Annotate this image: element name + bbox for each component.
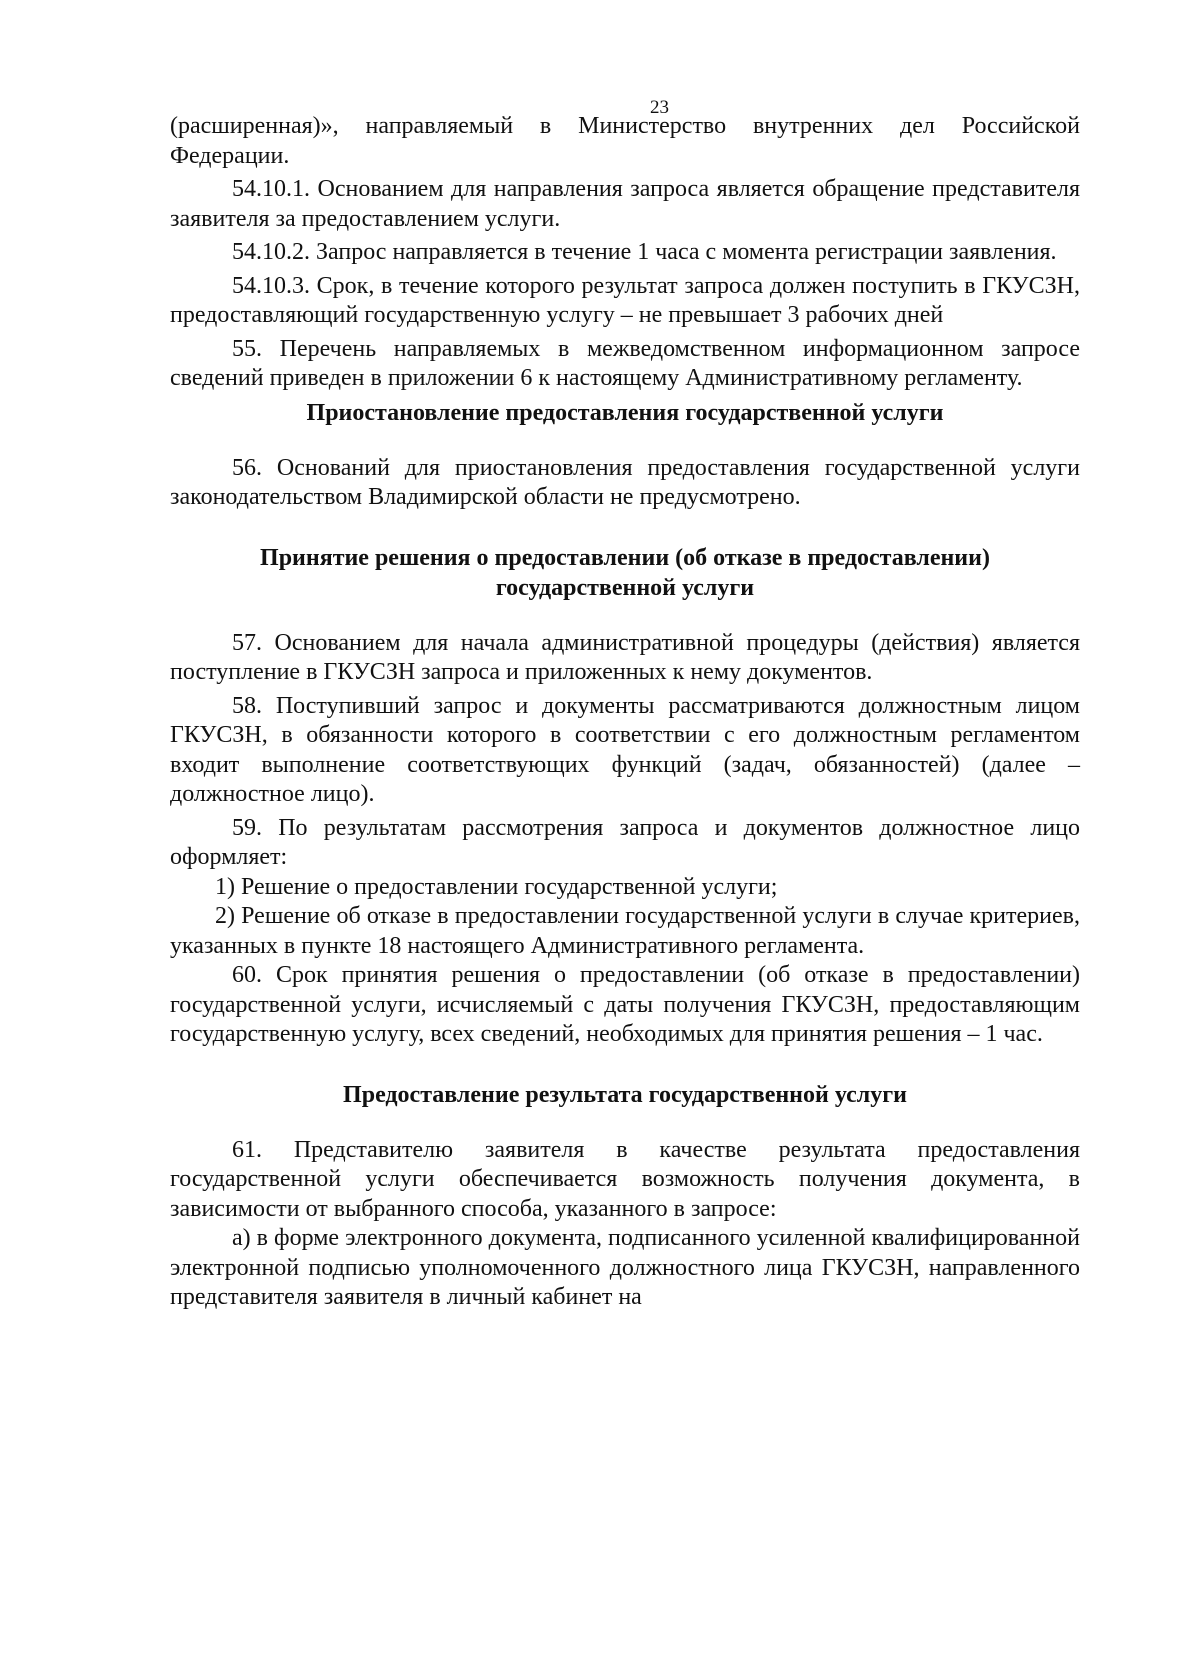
page-number: 23 (650, 97, 669, 118)
paragraph-54-10-3: 54.10.3. Срок, в течение которого результат запроса должен поступить в ГКУСЗН, предоставляющий государственную услугу – не превышает 3 рабочих дней (170, 272, 1080, 328)
section-heading-decision: Принятие решения о предоставлении (об отказе в предоставлении) государственной услуги (260, 544, 990, 601)
list-item-1: 1) Решение о предоставлении государственной услуги; (215, 873, 778, 900)
document-body (170, 112, 1080, 1313)
section-heading-result: Предоставление результата государственной услуги (343, 1081, 907, 1108)
paragraph-59: 59. По результатам рассмотрения запроса и документов должностное лицо оформляет: (170, 814, 1080, 870)
paragraph-58: 58. Поступивший запрос и документы рассматриваются должностным лицом ГКУСЗН, в обязанности которого в соответствии с его должностным регламентом входит выполнение соответствующих функций (задач, обязанностей) (далее – должностное лицо). (170, 692, 1080, 807)
paragraph-60: 60. Срок принятия решения о предоставлении (об отказе в предоставлении) государственной услуги, исчисляемый с даты получения ГКУСЗН, предоставляющим государственную услугу, всех сведений, необходимых для принятия решения – 1 час. (170, 962, 1080, 1047)
paragraph-57: 57. Основанием для начала административной процедуры (действия) является поступление в ГКУСЗН запроса и приложенных к нему документов. (170, 629, 1080, 685)
paragraph-54-10-2: 54.10.2. Запрос направляется в течение 1 часа с момента регистрации заявления. (232, 239, 1057, 265)
paragraph-56: 56. Оснований для приостановления предоставления государственной услуги законодательством Владимирской области не предусмотрено. (170, 454, 1080, 510)
list-item-2: 2) Решение об отказе в предоставлении государственной услуги в случае критериев, указанных в пункте 18 настоящего Административного регламента. (170, 903, 1080, 959)
paragraph-61: 61. Представителю заявителя в качестве результата предоставления государственной услуги обеспечивается возможность получения документа, в зависимости от выбранного способа, указанного в запросе: (170, 1136, 1080, 1222)
paragraph-54-10-1: 54.10.1. Основанием для направления запроса является обращение представителя заявителя за предоставлением услуги. (170, 176, 1080, 232)
list-item-a: а) в форме электронного документа, подписанного усиленной квалифицированной электронной подписью уполномоченного должностного лица ГКУСЗН, направленного представителя заявителя в личный кабинет на (170, 1225, 1080, 1310)
paragraph-intro: (расширенная)», направляемый в Министерство внутренних дел Российской Федерации. (170, 113, 1080, 169)
section-heading-suspension: Приостановление предоставления государственной услуги (306, 399, 944, 426)
paragraph-55: 55. Перечень направляемых в межведомственном информационном запросе сведений приведен в приложении 6 к настоящему Административному регламенту. (170, 335, 1080, 391)
